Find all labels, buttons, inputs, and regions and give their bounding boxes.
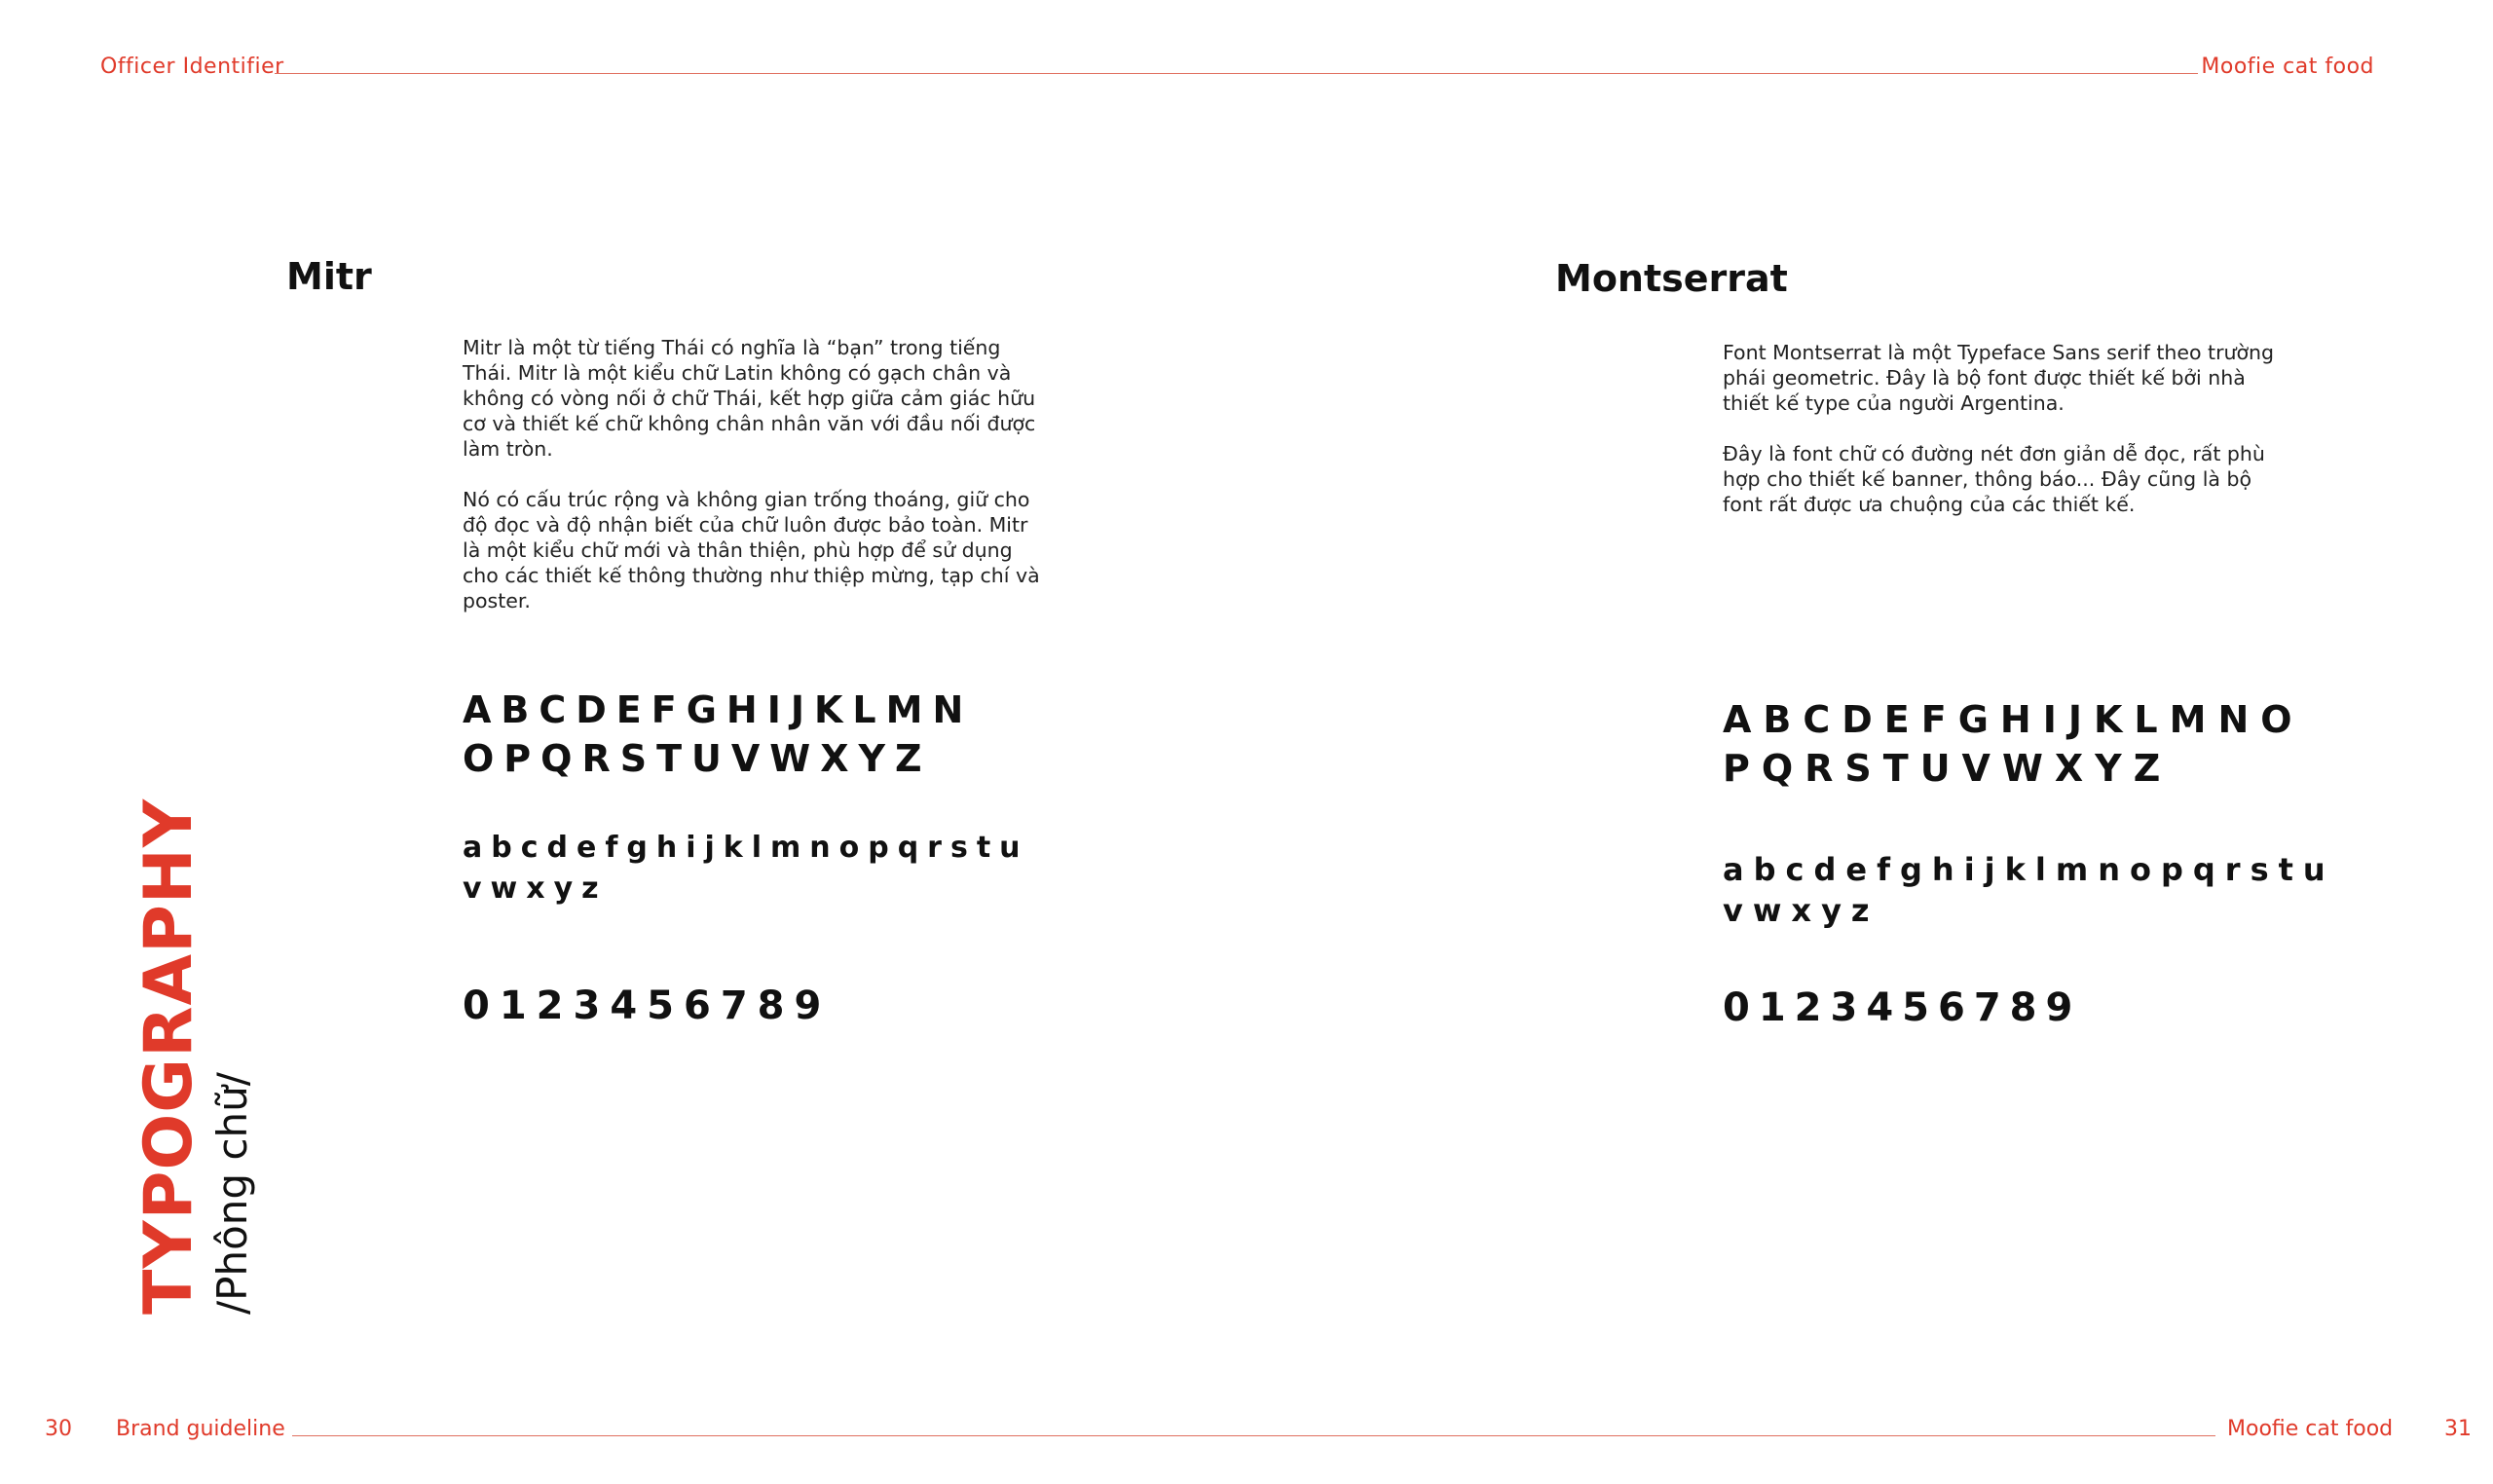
- page-number-left: 30: [45, 1417, 72, 1441]
- lowercase-line: abcdefghijklmnopqrstu: [463, 831, 1029, 865]
- numbers-sample-montserrat: 0123456789: [1723, 985, 2082, 1030]
- lowercase-sample-montserrat: [1723, 849, 2335, 931]
- lowercase-line: abcdefghijklmnopqrstu: [1723, 851, 2335, 888]
- header-divider: [275, 73, 2198, 74]
- uppercase-sample-montserrat: [1723, 695, 2304, 793]
- lowercase-sample-mitr: [463, 828, 1029, 909]
- section-title-block: [130, 798, 256, 1315]
- lowercase-line: vwxyz: [463, 872, 608, 906]
- uppercase-line: ABCDEFGHIJKLMNO: [1723, 698, 2304, 741]
- numbers-sample-mitr: 0123456789: [463, 983, 832, 1028]
- font-name-montserrat: Montserrat: [1555, 257, 1788, 300]
- font-description-montserrat: [1723, 340, 2288, 542]
- footer-left-title: Brand guideline: [116, 1417, 285, 1441]
- footer-divider: [292, 1435, 2215, 1436]
- font-description-paragraph: Nó có cấu trúc rộng và không gian trống thoáng, giữ cho độ đọc và độ nhận biết của chữ luôn được bảo toàn. Mitr là một kiểu chữ mới và thân thiện, phù hợp để sử dụng cho các thiết kế thông thường như thiệp mừng, tạp chí và poster.: [463, 488, 1040, 612]
- section-subtitle: /Phông chữ/: [208, 1072, 256, 1315]
- font-description-paragraph: Font Montserrat là một Typeface Sans serif theo trường phái geometric. Đây là bộ font được thiết kế bởi nhà thiết kế type của người Argentina.: [1723, 341, 2275, 415]
- header-left-title: Officer Identifier: [100, 55, 284, 79]
- section-title: TYPOGRAPHY: [130, 798, 207, 1315]
- uppercase-line: OPQRSTUVWXYZ: [463, 737, 932, 780]
- font-description-paragraph: Mitr là một từ tiếng Thái có nghĩa là “bạn” trong tiếng Thái. Mitr là một kiểu chữ Latin không có gạch chân và không có vòng nối ở chữ Thái, kết hợp giữa cảm giác hữu cơ và thiết kế chữ không chân nhân văn với đầu nối được làm tròn.: [463, 336, 1036, 461]
- font-name-mitr: Mitr: [286, 255, 372, 298]
- font-description-mitr: [463, 335, 1047, 639]
- uppercase-line: ABCDEFGHIJKLMN: [463, 688, 974, 731]
- page-number-right: 31: [2444, 1417, 2472, 1441]
- uppercase-sample-mitr: [463, 686, 973, 783]
- footer-right-title: Moofie cat food: [2227, 1417, 2394, 1441]
- lowercase-line: vwxyz: [1723, 892, 1879, 929]
- font-description-paragraph: Đây là font chữ có đường nét đơn giản dễ đọc, rất phù hợp cho thiết kế banner, thông báo... Đây cũng là bộ font rất được ưa chuộng của các thiết kế.: [1723, 442, 2265, 516]
- header-right-title: Moofie cat food: [2201, 55, 2374, 79]
- uppercase-line: PQRSTUVWXYZ: [1723, 747, 2173, 790]
